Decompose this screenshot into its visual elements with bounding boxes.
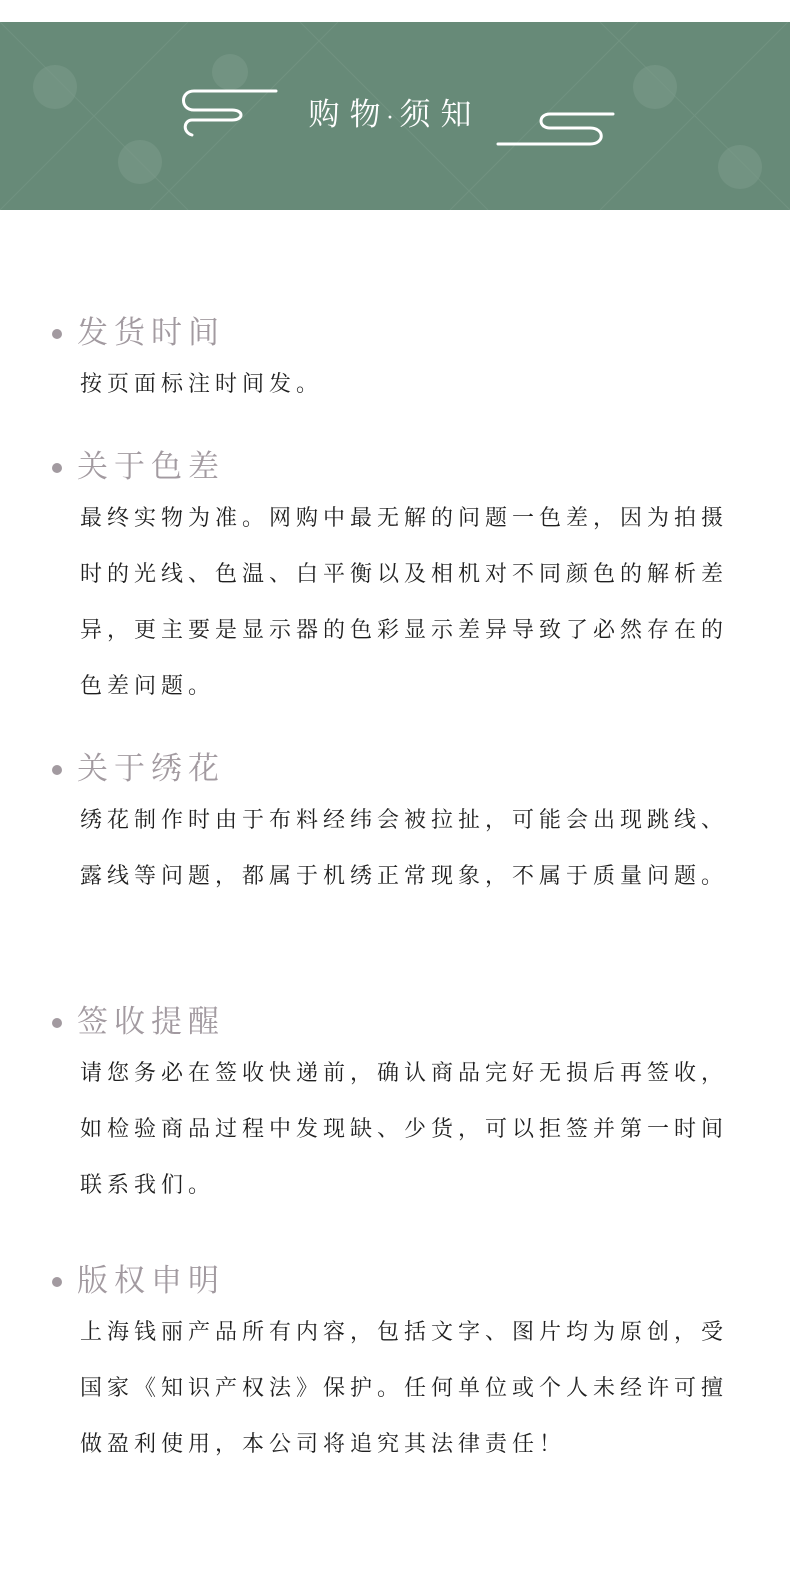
page-title xyxy=(0,97,790,137)
section-body: 请您务必在签收快递前，确认商品完好无损后再签收，如检验商品过程中发现缺、少货，可以拒签并第一时间联系我们。 xyxy=(80,1061,729,1198)
section-heading: 发货时间 xyxy=(77,315,225,351)
section-heading: 关于绣花 xyxy=(77,751,225,787)
bullet-icon xyxy=(52,329,62,339)
section-body: 绣花制作时由于布料经纬会被拉扯，可能会出现跳线、露线等问题，都属于机绣正常现象，不属于质量问题。 xyxy=(80,808,729,889)
section-body: 按页面标注时间发。 xyxy=(80,372,324,397)
section-body: 上海钱丽产品所有内容，包括文字、图片均为原创，受国家《知识产权法》保护。任何单位或个人未经许可擅做盈利使用，本公司将追究其法律责任！ xyxy=(80,1320,729,1457)
title-dot: · xyxy=(386,106,404,131)
section-heading: 版权申明 xyxy=(77,1263,225,1299)
section-body: 最终实物为准。网购中最无解的问题一色差，因为拍摄时的光线、色温、白平衡以及相机对不同颜色的解析差异，更主要是显示器的色彩显示差异导致了必然存在的色差问题。 xyxy=(80,506,729,699)
bullet-icon xyxy=(52,1018,62,1028)
title-left: 购物 xyxy=(308,97,391,133)
header-banner xyxy=(0,22,790,210)
bullet-icon xyxy=(52,1277,62,1287)
section-heading: 关于色差 xyxy=(77,449,225,485)
bullet-icon xyxy=(52,765,62,775)
cloud-swirl-right-icon xyxy=(495,104,625,154)
section-heading: 签收提醒 xyxy=(77,1004,225,1040)
bullet-icon xyxy=(52,463,62,473)
title-right: 须知 xyxy=(399,97,482,133)
